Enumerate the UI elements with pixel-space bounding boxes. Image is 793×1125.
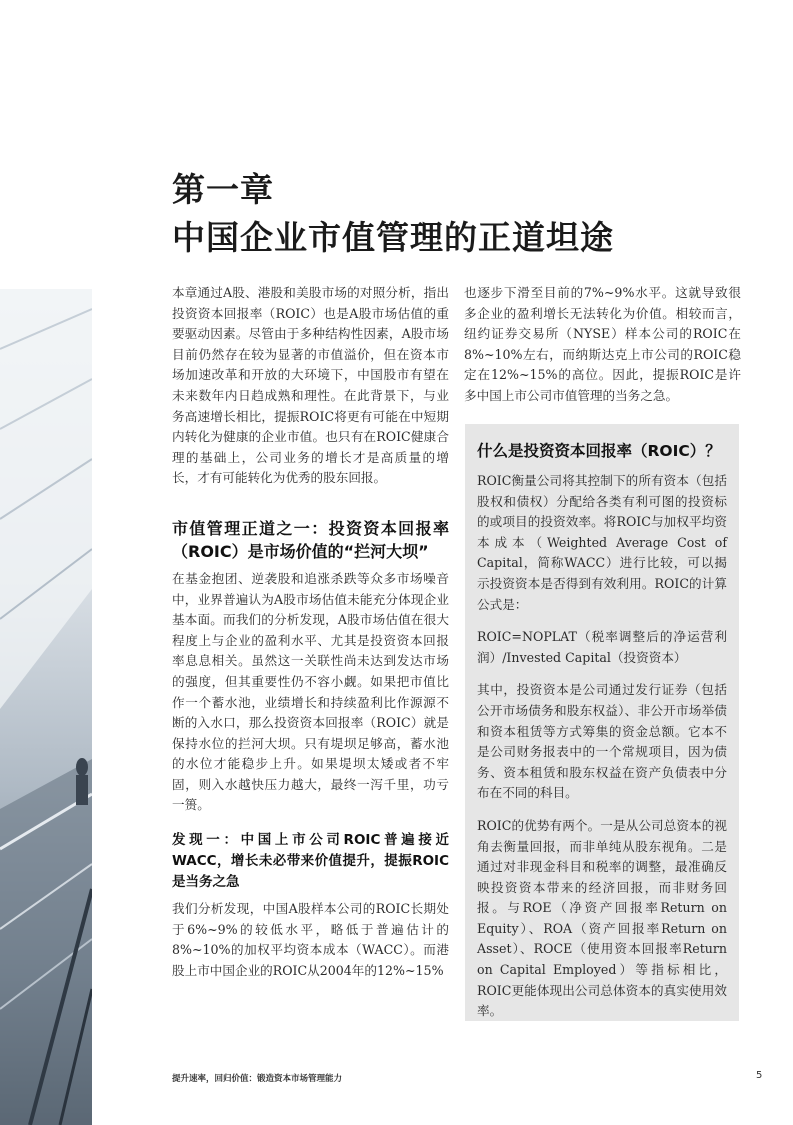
sidebar-paragraph: 其中，投资资本是公司通过发行证券（包括公开市场债务和股东权益）、非公开市场举债和资本租赁等方式筹集的资金总额。它本不是公司财务报表中的一个常规项目，因为债务、资本租赁和股东权益在资产负债表中分布在不同的科目。 xyxy=(477,682,727,801)
page-number: 5 xyxy=(756,1070,763,1081)
section-heading: 市值管理正道之一：投资资本回报率（ROIC）是市场价值的“拦河大坝” xyxy=(172,518,449,561)
sidebar-formula: ROIC=NOPLAT（税率调整后的净运营利润）/Invested Capital（投资资本） xyxy=(477,629,727,665)
section-body: 在基金抱团、逆袭股和追涨杀跌等众多市场噪音中，业界普遍认为A股市场估值未能充分体现企业基本面。而我们的分析发现，A股市场估值在很大程度上与企业的盈利水平、尤其是投资资本回报率息息相关。虽然这一关联性尚未达到发达市场的强度，但其重要性仍不容小觑。如果把市值比作一个蓄水池，业绩增长和持续盈利比作源源不断的入水口，那么投资资本回报率（ROIC）就是保持水位的拦河大坝。只有堤坝足够高，蓄水池的水位才能稳步上升。如果堤坝太矮或者不牢固，则入水越快压力越大，最终一泻千里，功亏一篑。 xyxy=(172,570,449,813)
escalator-illustration xyxy=(0,289,92,1125)
chapter-heading: 中国企业市值管理的正道坦途 xyxy=(172,218,614,257)
intro-paragraph: 本章通过A股、港股和美股市场的对照分析，指出投资资本回报率（ROIC）也是A股市场估值的重要驱动因素。尽管由于多种结构性因素，A股市场目前仍然存在较为显著的市值溢价，但在资本市场加速改革和开放的大环境下，中国股市有望在未来数年内日趋成熟和理性。在此背景下，与业务高速增长相比，提振ROIC将更有可能在中短期内转化为健康的企业市值。也只有在ROIC健康合理的基础上，公司业务的增长才是高质量的增长，才有可能转化为优秀的股东回报。 xyxy=(172,285,449,486)
finding-body: 我们分析发现，中国A股样本公司的ROIC长期处于6%~9%的较低水平，略低于普遍估计的8%~10%的加权平均资本成本（WACC）。而港股上市中国企业的ROIC从2004年的12%~15% xyxy=(172,901,449,978)
footer-text: 提升速率，回归价值：锻造资本市场管理能力 xyxy=(172,1074,343,1084)
sidebar-paragraph: ROIC衡量公司将其控制下的所有资本（包括股权和债权）分配给各类有利可图的投资标的或项目的投资效率。将ROIC与加权平均资本成本（Weighted Average Cost of Capital，简称WACC）进行比较，可以揭示投资资本是否得到有效利用。ROIC的计算公式是： xyxy=(477,473,727,612)
sidebar-title: 什么是投资资本回报率（ROIC）？ xyxy=(477,442,721,460)
sidebar-paragraph: ROIC的优势有两个。一是从公司总资本的视角去衡量回报，而非单纯从股东视角。二是通过对非现金科目和税率的调整，最准确反映投资资本带来的经济回报，而非财务回报。与ROE（净资产回报率Return on Equity）、ROA（资产回报率Return on Asset）、ROCE（使用资本回报率Return on Capital Employed）等指标相比，ROIC更能体现出公司总体资本的真实使用效率。 xyxy=(477,817,727,1019)
left-column xyxy=(172,283,449,981)
chapter-title xyxy=(172,166,614,262)
roic-sidebar-box xyxy=(465,424,739,1021)
right-column-text xyxy=(464,283,741,407)
decorative-photo xyxy=(0,289,92,1125)
continued-paragraph: 也逐步下滑至目前的7%~9%水平。这就导致很多企业的盈利增长无法转化为价值。相较而言，纽约证券交易所（NYSE）样本公司的ROIC在8%~10%左右，而纳斯达克上市公司的ROIC稳定在12%~15%的高位。因此，提振ROIC是许多中国上市公司市值管理的当务之急。 xyxy=(464,285,741,403)
finding-heading: 发现一：中国上市公司ROIC普遍接近WACC，增长未必带来价值提升，提振ROIC是当务之急 xyxy=(172,832,449,891)
chapter-label: 第一章 xyxy=(172,170,274,209)
